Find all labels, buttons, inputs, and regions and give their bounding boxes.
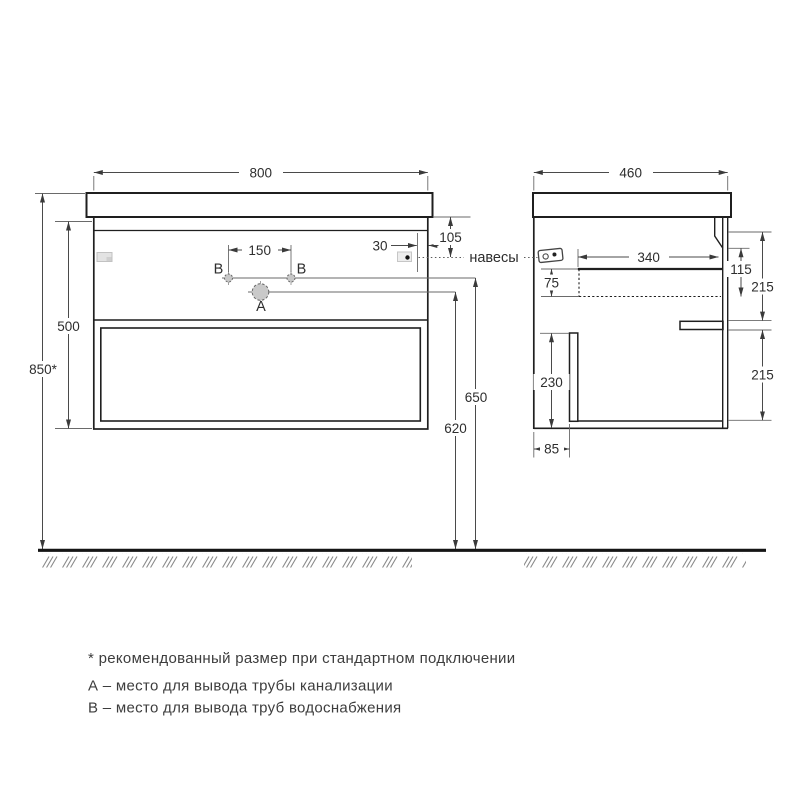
side-view [533, 165, 780, 458]
legend-note-a: А – место для вывода трубы канализации [88, 677, 393, 695]
dim-front-width [94, 165, 428, 191]
dim-lower-span [728, 330, 780, 420]
dim-rail-length [578, 249, 719, 267]
dim-cabinet-height-value: 500 [57, 319, 80, 334]
dim-upper-span-value: 215 [751, 279, 774, 295]
dim-front-width-value: 800 [249, 165, 273, 181]
dim-bottom-inset-value: 85 [544, 441, 560, 457]
dim-side-depth-value: 460 [619, 165, 642, 181]
side-lower-bracket [680, 321, 723, 329]
dim-total-height [23, 194, 85, 550]
dim-rail-length-value: 340 [637, 250, 660, 265]
side-wall-hanger-icon [538, 248, 563, 262]
outlet-b-left-icon [225, 271, 233, 285]
dim-back-top-gap-value: 115 [730, 262, 752, 277]
dim-side-depth [534, 165, 728, 191]
dim-hanger-drop [433, 217, 471, 257]
right-wall-hanger-icon [398, 233, 418, 272]
dim-basin-recess-value: 75 [543, 275, 560, 291]
dim-outlet-spacing [229, 243, 292, 273]
hangers-callout [419, 250, 538, 266]
legend-note-recommended: * рекомендованный размер при стандартном подключении [88, 650, 516, 667]
front-view [23, 165, 494, 550]
dim-hanger-inset-value: 30 [372, 238, 388, 254]
left-wall-hanger-icon [97, 253, 112, 262]
dim-water-outlet-value: 650 [464, 390, 488, 405]
side-drawer-front-panel [570, 333, 578, 421]
side-mounting-rail [715, 217, 723, 248]
outlet-a-label: A [256, 299, 266, 315]
floor-hatch-left [40, 554, 412, 568]
front-drawer-panel [101, 328, 421, 421]
floor-hatch-right [524, 554, 746, 568]
outlet-b-right-label: B [296, 261, 307, 278]
dim-lower-span-value: 215 [751, 367, 774, 383]
dim-lower-section-value: 230 [540, 375, 563, 390]
hangers-label: навесы [469, 250, 519, 266]
legend-note-b: В – место для вывода труб водоснабжения [88, 699, 402, 717]
legend [88, 650, 515, 717]
outlet-b-right-icon [287, 271, 295, 285]
dim-drain-outlet-value: 620 [444, 421, 467, 436]
outlet-b-left-label: B [213, 261, 224, 278]
front-countertop [87, 193, 433, 217]
dim-lower-section [534, 333, 570, 428]
side-countertop [533, 193, 731, 217]
dim-drain-outlet-height [437, 292, 474, 549]
dim-cabinet-height [50, 222, 92, 429]
dim-hanger-drop-value: 105 [439, 230, 462, 245]
dim-water-outlet-height [458, 278, 494, 549]
dim-basin-recess [538, 269, 579, 297]
floor-line [38, 550, 766, 567]
dim-outlet-spacing-value: 150 [248, 243, 271, 258]
dim-total-height-value: 850* [29, 362, 57, 377]
